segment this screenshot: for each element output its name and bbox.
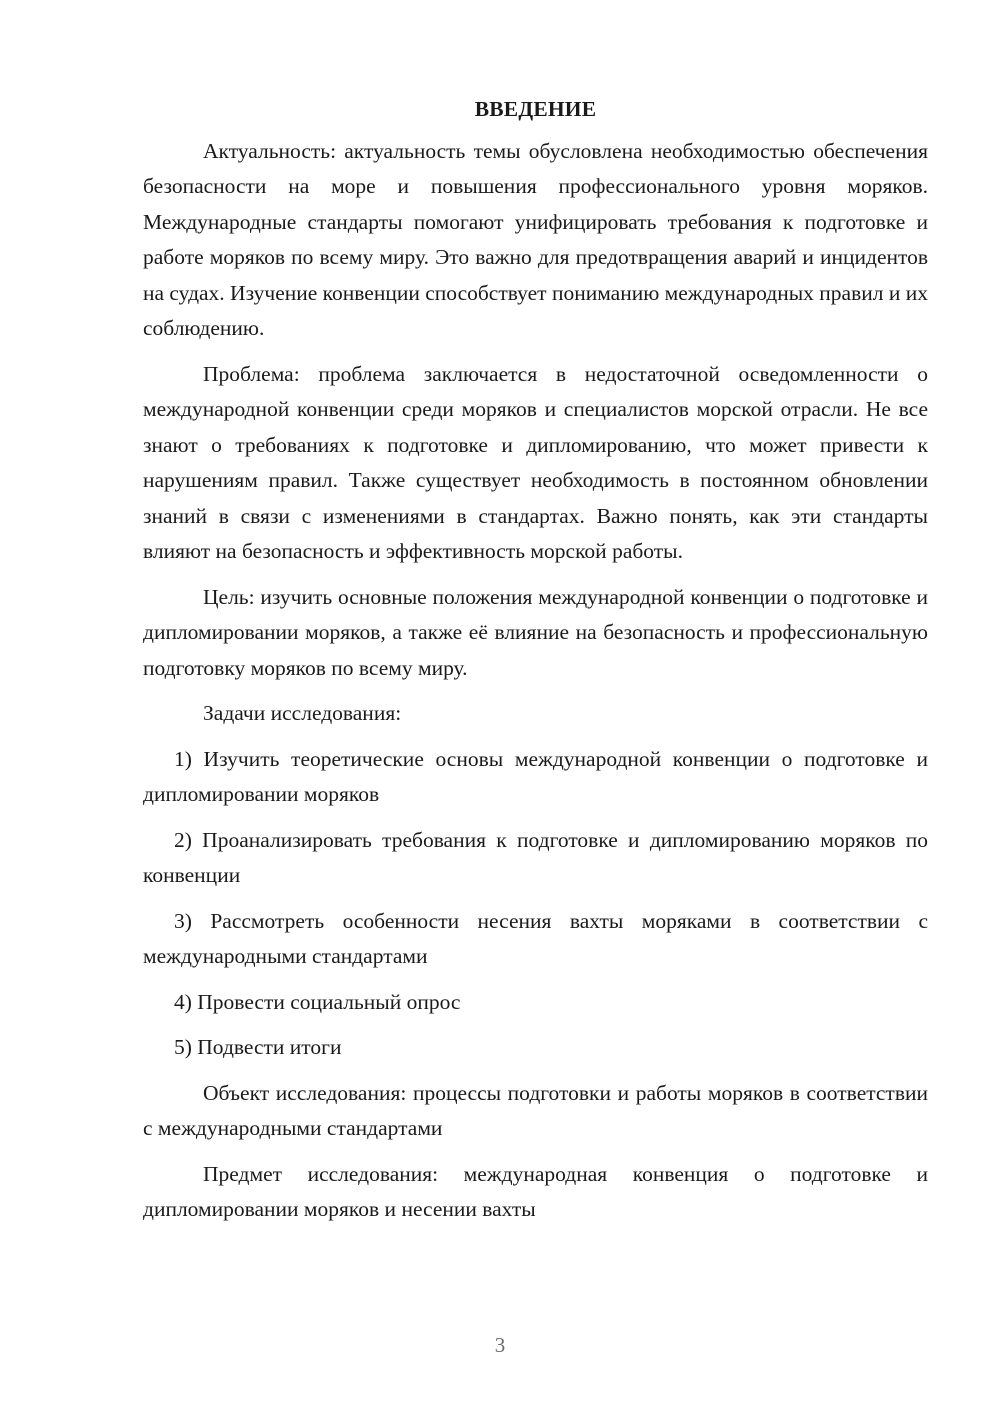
- paragraph-goal: Цель: изучить основные положения международной конвенции о подготовке и дипломировании моряков, а также её влияние на безопасность и профессиональную подготовку моряков по всему миру.: [143, 584, 928, 680]
- paragraph-relevance: Актуальность: актуальность темы обусловлена необходимостью обеспечения безопасности на море и повышения профессионального уровня моряков. Международные стандарты помогают унифицировать требования к подготовке и работе моряков по всему миру. Это важно для предотвращения аварий и инцидентов на судах. Изучение конвенции способствует пониманию международных правил и их соблюдению.: [143, 138, 928, 340]
- task-item: 3) Рассмотреть особенности несения вахты моряками в соответствии с международными стандартами: [143, 908, 928, 968]
- section-title: ВВЕДЕНИЕ: [474, 97, 597, 121]
- page-number: 3: [494, 1333, 506, 1357]
- task-item: 2) Проанализировать требования к подготовке и дипломированию моряков по конвенции: [143, 827, 928, 887]
- task-item: 4) Провести социальный опрос: [174, 989, 461, 1014]
- task-item: 1) Изучить теоретические основы международной конвенции о подготовке и дипломировании моряков: [143, 746, 928, 806]
- paragraph-problem: Проблема: проблема заключается в недостаточной осведомленности о международной конвенции среди моряков и специалистов морской отрасли. Не все знают о требованиях к подготовке и дипломированию, что может привести к нарушениям правил. Также существует необходимость в постоянном обновлении знаний в связи с изменениями в стандартах. Важно понять, как эти стандарты влияют на безопасность и эффективность морской работы.: [143, 361, 928, 563]
- task-item: 5) Подвести итоги: [174, 1035, 342, 1059]
- document-body: [143, 92, 928, 1228]
- paragraph-object: Объект исследования: процессы подготовки и работы моряков в соответствии с международными стандартами: [143, 1080, 928, 1140]
- paragraph-tasks-heading: Задачи исследования:: [203, 701, 402, 725]
- paragraph-subject: Предмет исследования: международная конвенция о подготовке и дипломировании моряков и несении вахты: [143, 1161, 928, 1221]
